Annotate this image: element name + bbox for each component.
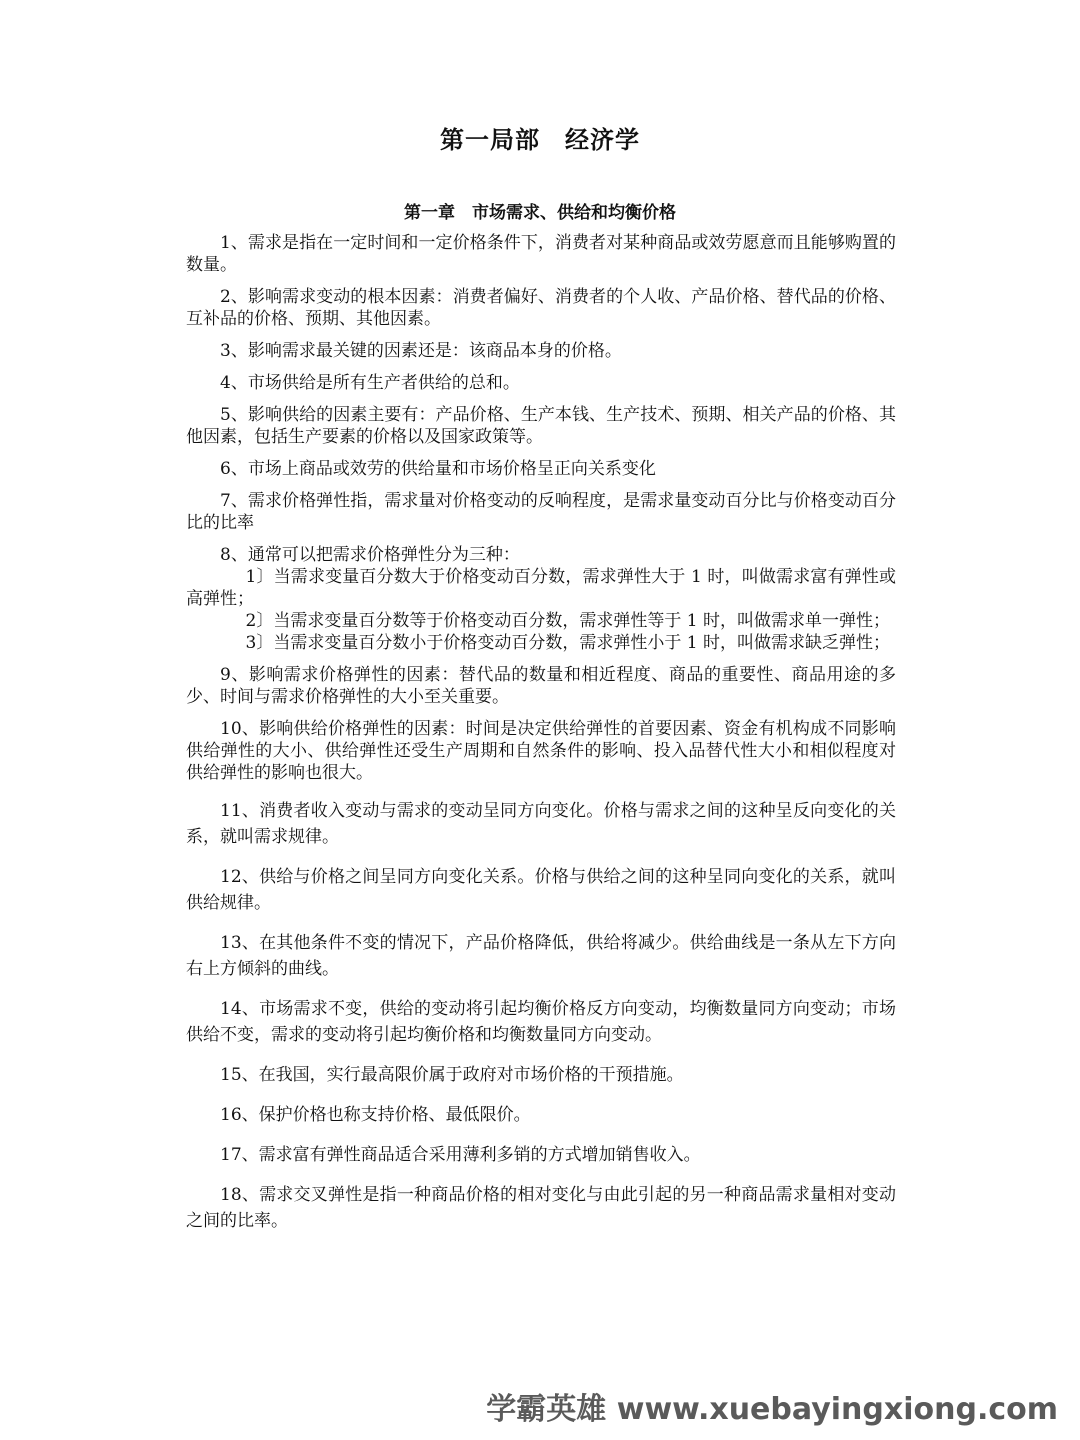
paragraph-8-item-1: 1〕当需求变量百分数大于价格变动百分数，需求弹性大于 1 时，叫做需求富有弹性或高弹性；: [186, 567, 896, 609]
paragraph-3: 3、影响需求最关键的因素还是：该商品本身的价格。: [220, 341, 622, 361]
document-body: [186, 232, 896, 1234]
paragraph-15: 15、在我国，实行最高限价属于政府对市场价格的干预措施。: [220, 1065, 684, 1085]
page-title: 第一局部 经济学: [440, 126, 640, 154]
paragraph-1: 1、需求是指在一定时间和一定价格条件下，消费者对某种商品或效劳愿意而且能够购置的数量。: [186, 233, 896, 275]
paragraph-7: 7、需求价格弹性指，需求量对价格变动的反响程度，是需求量变动百分比与价格变动百分比的比率: [186, 491, 896, 533]
paragraph-8-item-3: 3〕当需求变量百分数小于价格变动百分数，需求弹性小于 1 时，叫做需求缺乏弹性；: [245, 633, 890, 653]
chapter-title: 第一章 市场需求、供给和均衡价格: [404, 203, 676, 223]
paragraph-12: 12、供给与价格之间呈同方向变化关系。价格与供给之间的这种呈同向变化的关系，就叫供给规律。: [186, 867, 896, 913]
paragraph-17: 17、需求富有弹性商品适合采用薄利多销的方式增加销售收入。: [220, 1145, 701, 1165]
paragraph-5: 5、影响供给的因素主要有：产品价格、生产本钱、生产技术、预期、相关产品的价格、其他因素，包括生产要素的价格以及国家政策等。: [186, 405, 896, 447]
paragraph-18: 18、需求交叉弹性是指一种商品价格的相对变化与由此引起的另一种商品需求量相对变动之间的比率。: [186, 1185, 896, 1231]
paragraph-10: 10、影响供给价格弹性的因素：时间是决定供给弹性的首要因素、资金有机构成不同影响供给弹性的大小、供给弹性还受生产周期和自然条件的影响、投入品替代性大小和相似程度对供给弹性的影响也很大。: [186, 719, 896, 783]
paragraph-6: 6、市场上商品或效劳的供给量和市场价格呈正向关系变化: [220, 459, 656, 479]
paragraph-8: 8、通常可以把需求价格弹性分为三种：: [220, 545, 520, 565]
paragraph-8-item-2: 2〕当需求变量百分数等于价格变动百分数，需求弹性等于 1 时，叫做需求单一弹性；: [245, 611, 890, 631]
paragraph-2: 2、影响需求变动的根本因素：消费者偏好、消费者的个人收、产品价格、替代品的价格、互补品的价格、预期、其他因素。: [186, 287, 896, 329]
paragraph-13: 13、在其他条件不变的情况下，产品价格降低，供给将减少。供给曲线是一条从左下方向右上方倾斜的曲线。: [186, 933, 896, 979]
paragraph-4: 4、市场供给是所有生产者供给的总和。: [220, 373, 520, 393]
watermark: 学霸英雄 www.xuebayingxiong.com: [486, 1392, 1058, 1427]
paragraph-14: 14、市场需求不变，供给的变动将引起均衡价格反方向变动，均衡数量同方向变动；市场供给不变，需求的变动将引起均衡价格和均衡数量同方向变动。: [186, 999, 896, 1045]
paragraph-16: 16、保护价格也称支持价格、最低限价。: [220, 1105, 531, 1125]
paragraph-9: 9、影响需求价格弹性的因素：替代品的数量和相近程度、商品的重要性、商品用途的多少、时间与需求价格弹性的大小至关重要。: [186, 665, 896, 707]
paragraph-11: 11、消费者收入变动与需求的变动呈同方向变化。价格与需求之间的这种呈反向变化的关系，就叫需求规律。: [186, 801, 896, 847]
